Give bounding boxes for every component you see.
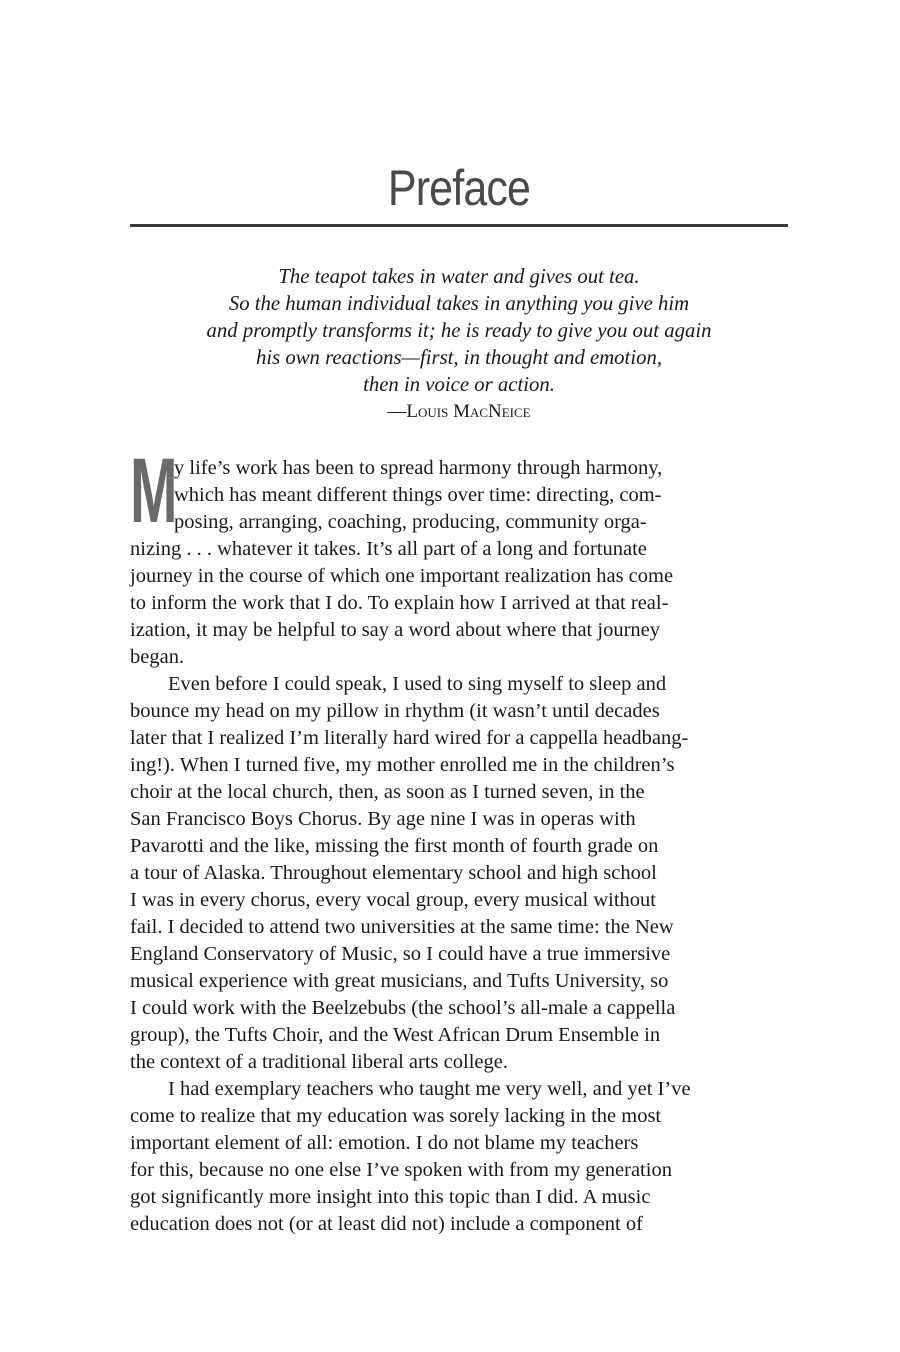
- body-line: I was in every chorus, every vocal group, every musical without: [130, 889, 657, 911]
- body-line: come to realize that my education was sorely lacking in the most: [130, 1105, 662, 1127]
- body-line: to inform the work that I do. To explain how I arrived at that real-: [130, 592, 669, 614]
- body-line: which has meant different things over time: directing, com-: [174, 484, 662, 506]
- body-line: ization, it may be helpful to say a word about where that journey: [130, 619, 660, 641]
- body-line: musical experience with great musicians, and Tufts University, so: [130, 970, 669, 992]
- body-line: posing, arranging, coaching, producing, community orga-: [174, 511, 647, 533]
- body-line: bounce my head on my pillow in rhythm (it wasn’t until decades: [130, 700, 660, 722]
- drop-cap: M: [130, 440, 178, 542]
- body-line: journey in the course of which one important realization has come: [130, 565, 674, 587]
- body-line: I had exemplary teachers who taught me very well, and yet I’ve: [168, 1078, 691, 1100]
- body-line: for this, because no one else I’ve spoken with from my generation: [130, 1159, 672, 1181]
- title-rule: [130, 224, 788, 227]
- epigraph-line: The teapot takes in water and gives out tea.: [278, 264, 640, 288]
- body-line: I could work with the Beelzebubs (the school’s all-male a cappella: [130, 997, 676, 1019]
- epigraph-line: So the human individual takes in anything you give him: [228, 291, 690, 315]
- body-line: y life’s work has been to spread harmony through harmony,: [174, 457, 663, 479]
- body-line: choir at the local church, then, as soon as I turned seven, in the: [130, 781, 645, 803]
- body-line: got significantly more insight into this topic than I did. A music: [130, 1186, 651, 1208]
- body-line: nizing . . . whatever it takes. It’s all part of a long and fortunate: [130, 538, 647, 560]
- body-line: England Conservatory of Music, so I could have a true immersive: [130, 943, 671, 965]
- chapter-title: Preface: [387, 160, 531, 216]
- body-line: a tour of Alaska. Throughout elementary school and high school: [130, 862, 657, 884]
- body-line: Even before I could speak, I used to sing myself to sleep and: [168, 673, 667, 695]
- body-line: Pavarotti and the like, missing the first month of fourth grade on: [130, 835, 659, 857]
- body-line: fail. I decided to attend two universities at the same time: the New: [130, 916, 674, 938]
- body-line: important element of all: emotion. I do not blame my teachers: [130, 1132, 639, 1154]
- body-line: began.: [130, 646, 185, 668]
- body-line: group), the Tufts Choir, and the West African Drum Ensemble in: [130, 1024, 661, 1046]
- epigraph-attribution: —Louis MacNeice: [387, 401, 531, 422]
- body-line: later that I realized I’m literally hard wired for a cappella headbang-: [130, 727, 689, 749]
- epigraph-line: then in voice or action.: [363, 372, 555, 396]
- body-line: San Francisco Boys Chorus. By age nine I was in operas with: [130, 808, 636, 830]
- epigraph: [130, 263, 788, 398]
- epigraph-line: and promptly transforms it; he is ready to give you out again: [206, 318, 712, 342]
- body-line: the context of a traditional liberal arts college.: [130, 1051, 508, 1073]
- body-line: ing!). When I turned five, my mother enrolled me in the children’s: [130, 754, 675, 776]
- epigraph-line: his own reactions—first, in thought and emotion,: [255, 345, 663, 369]
- body-line: education does not (or at least did not) include a component of: [130, 1213, 643, 1235]
